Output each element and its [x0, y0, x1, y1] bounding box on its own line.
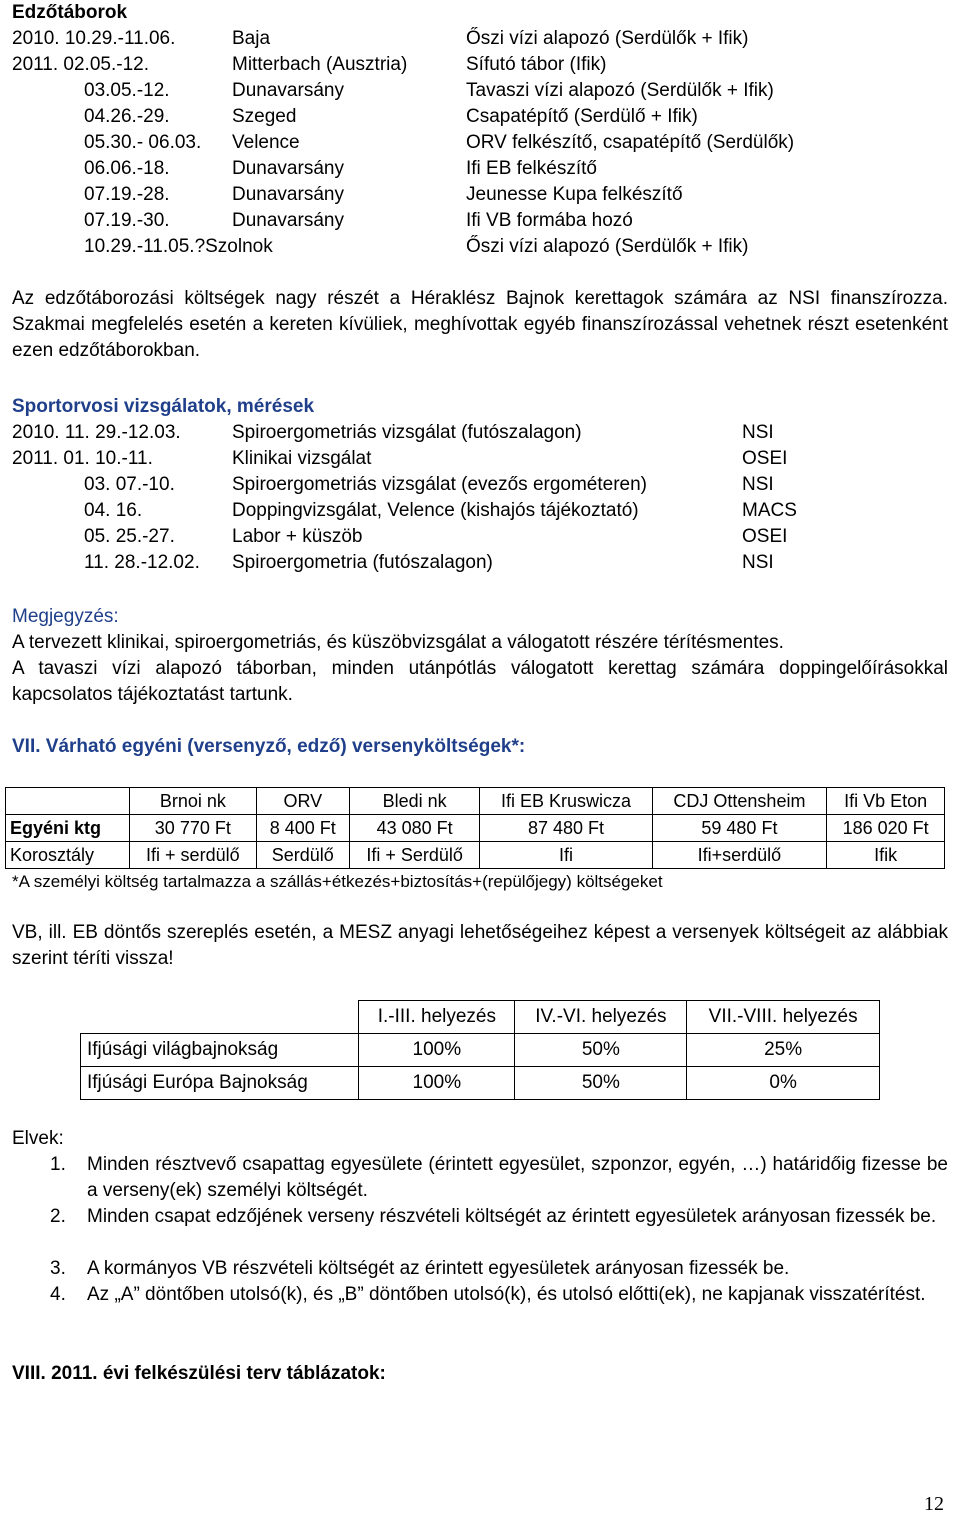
medical-date: 04. 16. [84, 500, 143, 521]
cost-table-header-cell: CDJ Ottensheim [652, 788, 827, 815]
reimbursement-cell: 50% [515, 1067, 687, 1100]
reimbursement-header-cell [81, 1001, 359, 1034]
reimbursement-header-cell: VII.-VIII. helyezés [687, 1001, 880, 1034]
cost-table-cell: Ifi+serdülő [652, 842, 827, 869]
camp-date: 03.05.-12. [84, 80, 170, 101]
principle-number: 3. [50, 1258, 66, 1279]
notes-line1: A tervezett klinikai, spiroergometriás, és küszöbvizsgálat a válogatott részére térítésmentes. [12, 632, 784, 653]
reimbursement-row [81, 1067, 880, 1100]
camp-date: 06.06.-18. [84, 158, 170, 179]
principle-text: Az „A” döntőben utolsó(k), és „B” döntőben utolsó(k), és utolsó előtti(ek), ne kapjanak visszatérítést. [87, 1284, 926, 1305]
reimbursement-row [81, 1034, 880, 1067]
reimbursement-row-label: Ifjúsági világbajnokság [81, 1034, 359, 1067]
reimbursement-row-label: Ifjúsági Európa Bajnokság [81, 1067, 359, 1100]
medical-title: Sportorvosi vizsgálatok, mérések [12, 396, 315, 417]
medical-org: NSI [742, 422, 774, 443]
cost-table-row-label: Korosztály [6, 842, 130, 869]
principle-text: Minden résztvevő csapattag egyesülete (érintett egyesület, szponzor, egyén, …) határidőig fizesse be a verseny(ek) személyi költségét. [87, 1154, 948, 1201]
camp-desc: Ifi EB felkészítő [466, 158, 597, 179]
cost-table-cell: 59 480 Ft [652, 815, 827, 842]
principle-number: 4. [50, 1284, 66, 1305]
notes-line2: A tavaszi vízi alapozó táborban, minden utánpótlás válogatott kerettag számára doppingelőírásokkal kapcsolatos tájékoztatást tartunk. [12, 658, 948, 705]
notes-title: Megjegyzés: [12, 606, 119, 627]
camp-place: Dunavarsány [232, 158, 344, 179]
section8-title: VIII. 2011. évi felkészülési terv táblázatok: [12, 1363, 386, 1384]
camp-desc: Csapatépítő (Serdülő + Ifik) [466, 106, 698, 127]
cost-table-cell: Ifi [480, 842, 652, 869]
cost-table-cell: 30 770 Ft [129, 815, 256, 842]
camp-desc: Sífutó tábor (Ifik) [466, 54, 607, 75]
reimbursement-table [80, 1000, 880, 1100]
camp-date: 07.19.-28. [84, 184, 170, 205]
cost-table-cell: Ifik [827, 842, 945, 869]
cost-footnote: *A személyi költség tartalmazza a szállás+étkezés+biztosítás+(repülőjegy) költségeket [12, 872, 663, 891]
principle-text: Minden csapat edzőjének verseny részvételi költségét az érintett egyesületek arányosan fizessék be. [87, 1206, 937, 1227]
section7-title: VII. Várható egyéni (versenyző, edző) versenyköltségek*: [12, 736, 526, 757]
principle-number: 2. [50, 1206, 66, 1227]
medical-date: 2010. 11. 29.-12.03. [12, 422, 181, 443]
cost-table-header-cell: Ifi Vb Eton [827, 788, 945, 815]
camp-desc: Őszi vízi alapozó (Serdülők + Ifik) [466, 236, 749, 257]
medical-org: NSI [742, 474, 774, 495]
cost-table-cell: 186 020 Ft [827, 815, 945, 842]
medical-desc: Spiroergometriás vizsgálat (futószalagon) [232, 422, 582, 443]
medical-org: OSEI [742, 526, 788, 547]
camp-place: Mitterbach (Ausztria) [232, 54, 408, 75]
camp-place: Velence [232, 132, 300, 153]
reimbursement-header-row [81, 1001, 880, 1034]
camps-title: Edzőtáborok [12, 2, 128, 23]
cost-table-header-cell: ORV [256, 788, 349, 815]
camp-place: Dunavarsány [232, 210, 344, 231]
medical-desc: Klinikai vizsgálat [232, 448, 372, 469]
cost-table-row-label: Egyéni ktg [6, 815, 130, 842]
reimbursement-header-cell: I.-III. helyezés [359, 1001, 515, 1034]
camps-paragraph: Az edzőtáborozási költségek nagy részét a Héraklész Bajnok kerettagok számára az NSI finanszírozza. Szakmai megfelelés esetén a kereten kívüliek, meghívottak egyéb finanszírozással vehetnek részt esetenként ezen edzőtáborokban. [12, 288, 948, 361]
camp-desc: Tavaszi vízi alapozó (Serdülők + Ifik) [466, 80, 774, 101]
cost-table-header-row [6, 788, 945, 815]
camp-desc: Ifi VB formába hozó [466, 210, 633, 231]
medical-org: MACS [742, 500, 797, 521]
camp-date: 04.26.-29. [84, 106, 170, 127]
reimbursement-cell: 0% [687, 1067, 880, 1100]
cost-table-cell: Ifi + Serdülő [349, 842, 480, 869]
cost-table-header-cell: Bledi nk [349, 788, 480, 815]
camp-place: Baja [232, 28, 271, 49]
medical-desc: Spiroergometria (futószalagon) [232, 552, 493, 573]
reimbursement-cell: 25% [687, 1034, 880, 1067]
cost-table-cell: 8 400 Ft [256, 815, 349, 842]
camp-desc: Jeunesse Kupa felkészítő [466, 184, 683, 205]
cost-table-age-row [6, 842, 945, 869]
reimbursement-header-cell: IV.-VI. helyezés [515, 1001, 687, 1034]
vb-paragraph: VB, ill. EB döntős szereplés esetén, a MESZ anyagi lehetőségeihez képest a versenyek költségeit az alábbiak szerint téríti vissza! [12, 922, 948, 969]
principles-title: Elvek: [12, 1128, 64, 1149]
camp-date: 05.30.- 06.03. [84, 132, 202, 153]
cost-table [5, 787, 945, 869]
camp-date: 07.19.-30. [84, 210, 170, 231]
camp-place: Dunavarsány [232, 80, 344, 101]
camp-desc: Őszi vízi alapozó (Serdülők + Ifik) [466, 28, 749, 49]
medical-org: NSI [742, 552, 774, 573]
camp-date: 2010. 10.29.-11.06. [12, 28, 176, 49]
cost-table-cost-row [6, 815, 945, 842]
camp-place: Szeged [232, 106, 297, 127]
cost-table-cell: Ifi + serdülő [129, 842, 256, 869]
principle-text: A kormányos VB részvételi költségét az érintett egyesületek arányosan fizessék be. [87, 1258, 790, 1279]
cost-table-header-cell: Ifi EB Kruswicza [480, 788, 652, 815]
cost-table-header-cell [6, 788, 130, 815]
reimbursement-cell: 100% [359, 1067, 515, 1100]
reimbursement-cell: 50% [515, 1034, 687, 1067]
cost-table-cell: 87 480 Ft [480, 815, 652, 842]
camp-place: Dunavarsány [232, 184, 344, 205]
camp-desc: ORV felkészítő, csapatépítő (Serdülők) [466, 132, 795, 153]
page-number: 12 [924, 1493, 944, 1515]
reimbursement-cell: 100% [359, 1034, 515, 1067]
medical-desc: Spiroergometriás vizsgálat (evezős ergométeren) [232, 474, 648, 495]
medical-desc: Labor + küszöb [232, 526, 363, 547]
camp-date: 10.29.-11.05.?Szolnok [84, 236, 273, 257]
principle-number: 1. [50, 1154, 66, 1175]
cost-table-cell: 43 080 Ft [349, 815, 480, 842]
cost-table-header-cell: Brnoi nk [129, 788, 256, 815]
medical-date: 11. 28.-12.02. [84, 552, 200, 573]
medical-desc: Doppingvizsgálat, Velence (kishajós tájékoztató) [232, 500, 639, 521]
medical-date: 05. 25.-27. [84, 526, 175, 547]
medical-date: 2011. 01. 10.-11. [12, 448, 153, 469]
cost-table-cell: Serdülő [256, 842, 349, 869]
medical-org: OSEI [742, 448, 788, 469]
camp-date: 2011. 02.05.-12. [12, 54, 149, 75]
medical-date: 03. 07.-10. [84, 474, 175, 495]
